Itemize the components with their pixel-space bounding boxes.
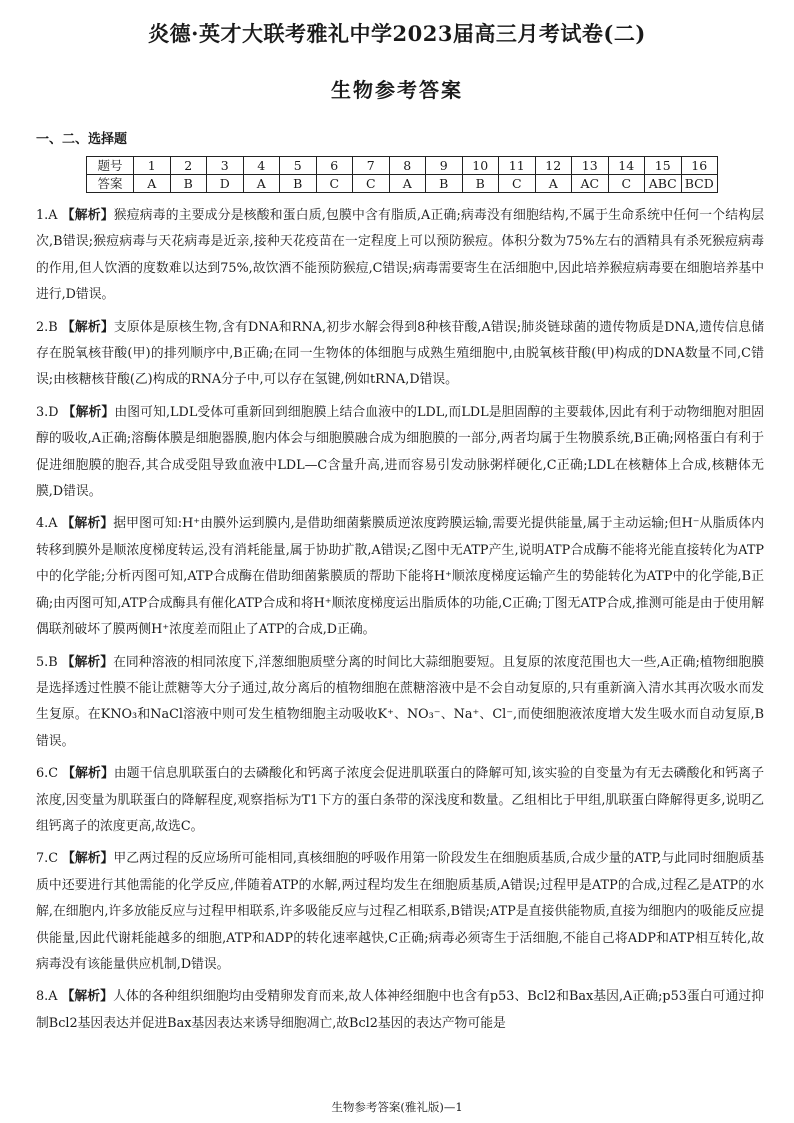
question-number-cell: 11 [499, 157, 536, 175]
question-number-cell: 12 [535, 157, 572, 175]
analysis-tag: 【解析】 [61, 654, 114, 670]
explanation-q6 [36, 761, 764, 840]
question-lead: 7.C [36, 851, 63, 867]
answer-cell: C [316, 175, 353, 193]
row-label-answer: 答案 [87, 175, 134, 193]
answer-cell: AC [572, 175, 609, 193]
question-lead: 8.A [36, 989, 62, 1005]
answer-cell: A [389, 175, 426, 193]
analysis-tag: 【解析】 [61, 208, 114, 223]
explanation-q4 [36, 511, 764, 643]
question-number-cell: 13 [572, 157, 609, 175]
question-number-cell: 14 [608, 157, 645, 175]
question-number-cell: 6 [316, 157, 353, 175]
page-footer: 生物参考答案(雅礼版)—1 [331, 1100, 463, 1114]
explanation-text: 在同种溶液的相同浓度下,洋葱细胞质壁分离的时间比大蒜细胞要短。且复原的浓度范围也大一些,A正确;植物细胞膜是选择透过性膜不能让蔗糖等大分子通过,故分离后的植物细胞在蔗糖溶液中是不会自动复原的,只有重新滴入清水其再次吸水而发生复原。在KNO₃和NaCl溶液中则可发生植物细胞主动吸收K⁺、NO₃⁻、Na⁺、Cl⁻,而使细胞液浓度增大发生吸水而自动复原,B错误。 [36, 654, 764, 749]
explanation-q7 [36, 846, 764, 978]
answer-cell: C [499, 175, 536, 193]
answer-cell: D [207, 175, 244, 193]
question-number-cell: 15 [645, 157, 682, 175]
explanation-text: 支原体是原核生物,含有DNA和RNA,初步水解会得到8种核苷酸,A错误;肺炎链球菌的遗传物质是DNA,遗传信息储存在脱氧核苷酸(甲)的排列顺序中,B正确;在同一生物体的体细胞与成熟生殖细胞中,由脱氧核苷酸(甲)构成的DNA数量不同,C错误;由核糖核苷酸(乙)构成的RNA分子中,可以存在氢键,例如tRNA,D错误。 [36, 319, 765, 388]
answer-cell: B [170, 175, 207, 193]
question-number-cell: 16 [681, 157, 718, 175]
answer-cell: B [280, 175, 317, 193]
answer-cell: C [608, 175, 645, 193]
question-number-cell: 4 [243, 157, 280, 175]
question-number-cell: 2 [170, 157, 207, 175]
explanation-text: 由图可知,LDL受体可重新回到细胞膜上结合血液中的LDL,而LDL是胆固醇的主要载体,因此有利于动物细胞对胆固醇的吸收,A正确;溶酶体膜是细胞器膜,胞内体会与细胞膜融合成为细胞膜的一部分,两者均属于生物膜系统,B正确;网格蛋白有利于促进细胞膜的胞吞,其合成受阻导致血液中LDL—C含量升高,进而容易引发动脉粥样硬化,C正确;LDL在核糖体上合成,核糖体无膜,D错误。 [36, 404, 764, 500]
section-label: 一、二、选择题 [36, 132, 128, 147]
question-number-cell: 7 [353, 157, 390, 175]
question-lead: 1.A [36, 208, 62, 223]
answer-cell: B [462, 175, 499, 193]
question-lead: 6.C [36, 766, 63, 782]
question-number-cell: 1 [134, 157, 171, 175]
explanation-q5 [36, 650, 764, 756]
question-lead: 4.A [36, 516, 62, 532]
question-number-cell: 5 [280, 157, 317, 175]
explanation-q8 [36, 984, 764, 1037]
question-number-cell: 3 [207, 157, 244, 175]
row-label-number: 题号 [87, 157, 134, 175]
answer-key-subtitle: 生物参考答案 [331, 78, 463, 102]
question-number-cell: 10 [462, 157, 499, 175]
analysis-tag: 【解析】 [61, 989, 113, 1005]
answer-cell: B [426, 175, 463, 193]
analysis-tag: 【解析】 [62, 404, 115, 420]
explanation-q1 [36, 203, 764, 309]
question-number-cell: 9 [426, 157, 463, 175]
answer-table [86, 156, 718, 193]
explanation-q3 [36, 400, 764, 506]
analysis-tag: 【解析】 [62, 851, 114, 867]
answer-cell: ABC [645, 175, 682, 193]
answer-table-answer-row [87, 175, 718, 193]
explanation-text: 猴痘病毒的主要成分是核酸和蛋白质,包膜中含有脂质,A正确;病毒没有细胞结构,不属于生命系统中任何一个结构层次,B错误;猴痘病毒与天花病毒是近亲,接种天花疫苗在一定程度上可以预防猴痘。体积分数为75%左右的酒精具有杀死猴痘病毒的作用,但人饮酒的度数难以达到75%,故饮酒不能预防猴痘,C错误;病毒需要寄生在活细胞中,因此培养猴痘病毒要在细胞培养基中进行,D错误。 [36, 208, 765, 303]
exam-title: 炎德·英才大联考雅礼中学2023届高三月考试卷(二) [148, 21, 646, 46]
question-lead: 2.B [36, 319, 62, 335]
answer-cell: C [353, 175, 390, 193]
question-number-cell: 8 [389, 157, 426, 175]
explanations [36, 203, 764, 1043]
answer-cell: BCD [681, 175, 718, 193]
question-lead: 5.B [36, 654, 62, 670]
explanation-text: 甲乙两过程的反应场所可能相同,真核细胞的呼吸作用第一阶段发生在细胞质基质,合成少量的ATP,与此同时细胞质基质中还要进行其他需能的化学反应,伴随着ATP的水解,两过程均发生在细胞质基质,A错误;过程甲是ATP的合成,过程乙是ATP的水解,在细胞内,许多放能反应与过程甲相联系,许多吸能反应与过程乙相联系,B错误;ATP是直接供能物质,直接为细胞内的吸能反应提供能量,因此代谢耗能越多的细胞,ATP和ADP的转化速率越快,C正确;病毒必须寄生于活细胞,不能自己将ADP和ATP相互转化,故病毒没有该能量供应机制,D错误。 [36, 851, 765, 972]
answer-cell: A [535, 175, 572, 193]
answer-cell: A [134, 175, 171, 193]
analysis-tag: 【解析】 [62, 766, 114, 782]
explanation-text: 据甲图可知:H⁺由膜外运到膜内,是借助细菌紫膜质逆浓度跨膜运输,需要光提供能量,属于主动运输;但H⁻从脂质体内转移到膜外是顺浓度梯度转运,没有消耗能量,属于协助扩散,A错误;乙图中无ATP产生,说明ATP合成酶不能将光能直接转化为ATP中的化学能;分析丙图可知,ATP合成酶在借助细菌紫膜质的帮助下能将H⁺顺浓度梯度运输产生的势能转化为ATP中的化学能,B正确;由丙图可知,ATP合成酶具有催化ATP合成和将H⁺顺浓度梯度运出脂质体的功能,C正确;丁图无ATP合成,推测可能是由于使用解偶联剂破坏了膜两侧H⁺浓度差而阻止了ATP的合成,D正确。 [36, 516, 765, 638]
analysis-tag: 【解析】 [61, 516, 114, 532]
explanation-text: 由题干信息肌联蛋白的去磷酸化和钙离子浓度会促进肌联蛋白的降解可知,该实验的自变量为有无去磷酸化和钙离子浓度,因变量为肌联蛋白的降解程度,观察指标为T1下方的蛋白条带的深浅度和数量。乙组相比于甲组,肌联蛋白降解得更多,说明乙组钙离子的浓度更高,故选C。 [36, 766, 764, 834]
explanation-q2 [36, 315, 764, 394]
analysis-tag: 【解析】 [61, 319, 114, 335]
answer-table-number-row [87, 157, 718, 175]
explanation-text: 人体的各种组织细胞均由受精卵发育而来,故人体神经细胞中也含有p53、Bcl2和Bax基因,A正确;p53蛋白可通过抑制Bcl2基因表达并促进Bax基因表达来诱导细胞凋亡,故Bcl2基因的表达产物可能是 [36, 989, 764, 1031]
answer-cell: A [243, 175, 280, 193]
question-lead: 3.D [36, 404, 63, 420]
